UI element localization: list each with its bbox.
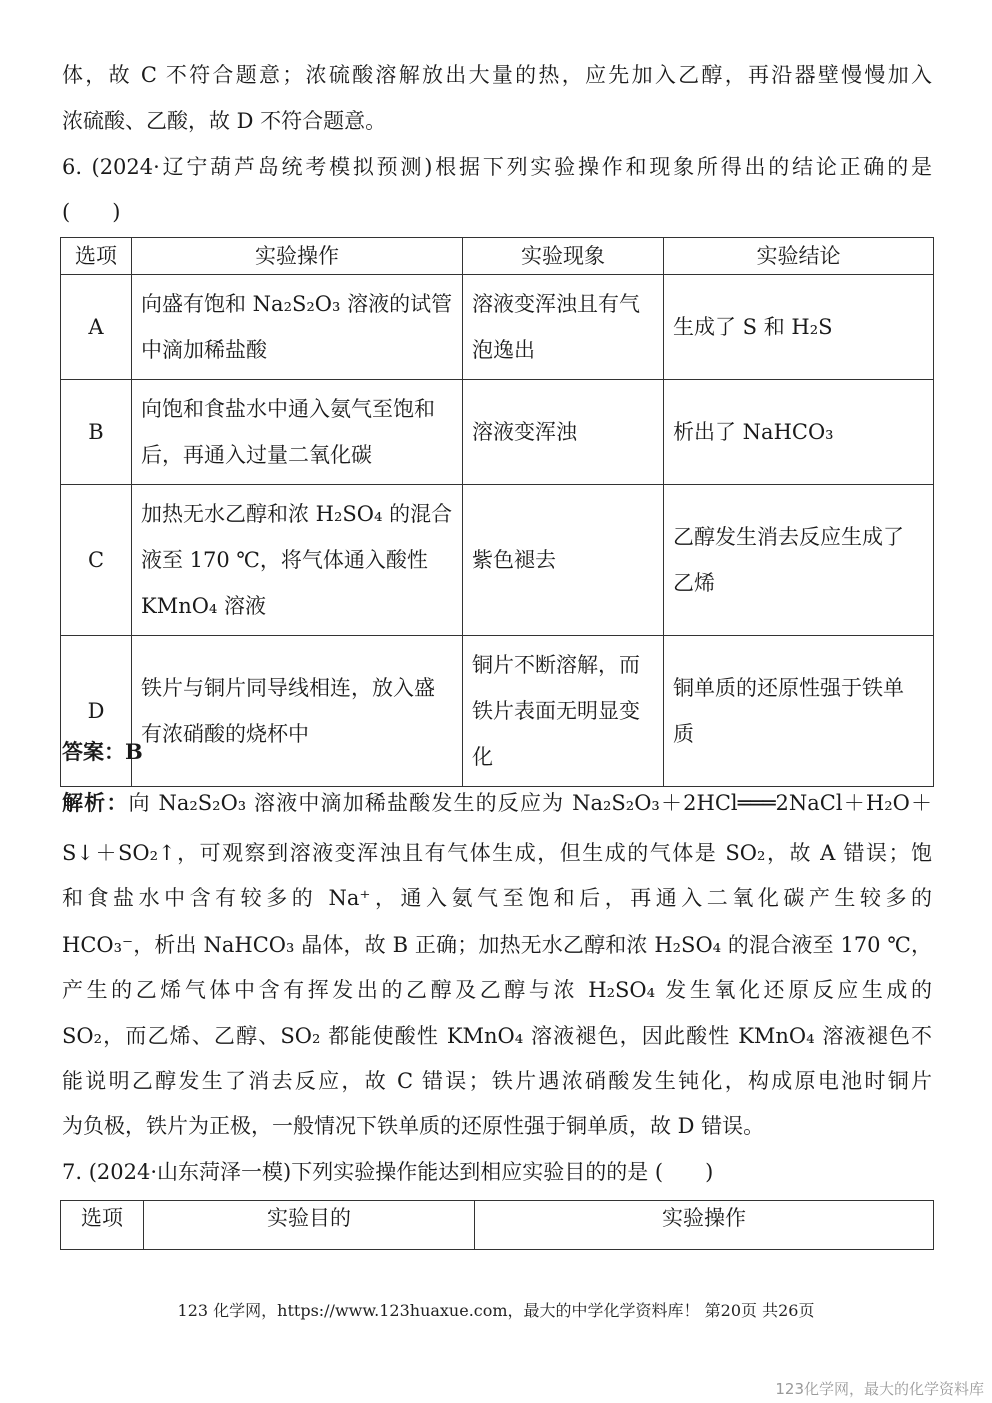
row-option: D: [61, 636, 132, 787]
table-row: [61, 275, 934, 380]
row-phenomenon: 紫色褪去: [463, 485, 664, 636]
analysis-label: 解析：: [62, 790, 129, 815]
row-phenomenon: 溶液变浑浊且有气泡逸出: [463, 275, 664, 380]
row-option: A: [61, 275, 132, 380]
page-footer: 123 化学网，https://www.123huaxue.com，最大的中学化学资料库！ 第20页 共26页: [177, 1301, 815, 1320]
analysis-line-5: 产生的乙烯气体中含有挥发出的乙醇及乙醇与浓 H₂SO₄ 发生氧化还原反应生成的: [62, 978, 932, 1002]
q7-stem: 7. (2024·山东菏泽一模)下列实验操作能达到相应实验目的的是 ( ): [62, 1160, 714, 1184]
q7-header-option: 选项: [61, 1201, 144, 1250]
q6-header-conclusion: 实验结论: [664, 238, 934, 275]
row-operation: 向饱和食盐水中通入氨气至饱和后，再通入过量二氧化碳: [132, 380, 463, 485]
q6-stem-line-2: ( ): [62, 200, 121, 224]
row-option: B: [61, 380, 132, 485]
row-conclusion: 生成了 S 和 H₂S: [664, 275, 934, 380]
q7-header-purpose: 实验目的: [144, 1201, 475, 1250]
analysis-text: 向 Na₂S₂O₃ 溶液中滴加稀盐酸发生的反应为 Na₂S₂O₃＋2HCl═══2NaCl＋H₂O＋: [128, 791, 933, 815]
analysis-line-7: 能说明乙醇发生了消去反应，故 C 错误；铁片遇浓硝酸发生钝化，构成原电池时铜片: [62, 1069, 932, 1093]
q6-table-header: [61, 238, 934, 275]
row-conclusion: 乙醇发生消去反应生成了乙烯: [664, 485, 934, 636]
row-phenomenon: 溶液变浑浊: [463, 380, 664, 485]
q7-header-operation: 实验操作: [475, 1201, 934, 1250]
row-operation: 向盛有饱和 Na₂S₂O₃ 溶液的试管中滴加稀盐酸: [132, 275, 463, 380]
intro-line-1: 体，故 C 不符合题意；浓硫酸溶解放出大量的热，应先加入乙醇，再沿器壁慢慢加入: [62, 63, 932, 87]
row-conclusion: 铜单质的还原性强于铁单质: [664, 636, 934, 787]
q7-table: [60, 1200, 934, 1250]
q7-table-header: [61, 1201, 934, 1250]
analysis-line-2: S↓＋SO₂↑，可观察到溶液变浑浊且有气体生成，但生成的气体是 SO₂，故 A 错误；饱: [62, 841, 932, 865]
q6-header-phenomenon: 实验现象: [463, 238, 664, 275]
analysis-line-8: 为负极，铁片为正极，一般情况下铁单质的还原性强于铜单质，故 D 错误。: [62, 1114, 765, 1138]
intro-line-2: 浓硫酸、乙酸，故 D 不符合题意。: [62, 109, 387, 133]
row-phenomenon: 铜片不断溶解，而铁片表面无明显变化: [463, 636, 664, 787]
row-option: C: [61, 485, 132, 636]
analysis-line-1: [62, 788, 932, 818]
table-row: [61, 380, 934, 485]
answer-label: 答案：: [62, 739, 125, 764]
row-conclusion: 析出了 NaHCO₃: [664, 380, 934, 485]
analysis-line-6: SO₂，而乙烯、乙醇、SO₂ 都能使酸性 KMnO₄ 溶液褪色，因此酸性 KMnO₄ 溶液褪色不: [62, 1024, 932, 1048]
row-operation: 铁片与铜片同导线相连，放入盛有浓硝酸的烧杯中: [132, 636, 463, 787]
analysis-line-3: 和食盐水中含有较多的 Na⁺，通入氨气至饱和后，再通入二氧化碳产生较多的: [62, 886, 932, 910]
analysis-line-4: HCO₃⁻，析出 NaHCO₃ 晶体，故 B 正确；加热无水乙醇和浓 H₂SO₄ 的混合液至 170 ℃，: [62, 933, 932, 957]
q6-header-operation: 实验操作: [132, 238, 463, 275]
q6-header-option: 选项: [61, 238, 132, 275]
row-operation: 加热无水乙醇和浓 H₂SO₄ 的混合液至 170 ℃，将气体通入酸性 KMnO₄ 溶液: [132, 485, 463, 636]
answer-value: B: [125, 739, 143, 764]
q6-answer: [62, 737, 932, 767]
q6-table: [60, 237, 934, 787]
table-row: [61, 485, 934, 636]
q6-stem-line-1: 6. (2024·辽宁葫芦岛统考模拟预测)根据下列实验操作和现象所得出的结论正确的是: [62, 155, 932, 179]
watermark: 123化学网，最大的化学资料库: [775, 1380, 984, 1398]
